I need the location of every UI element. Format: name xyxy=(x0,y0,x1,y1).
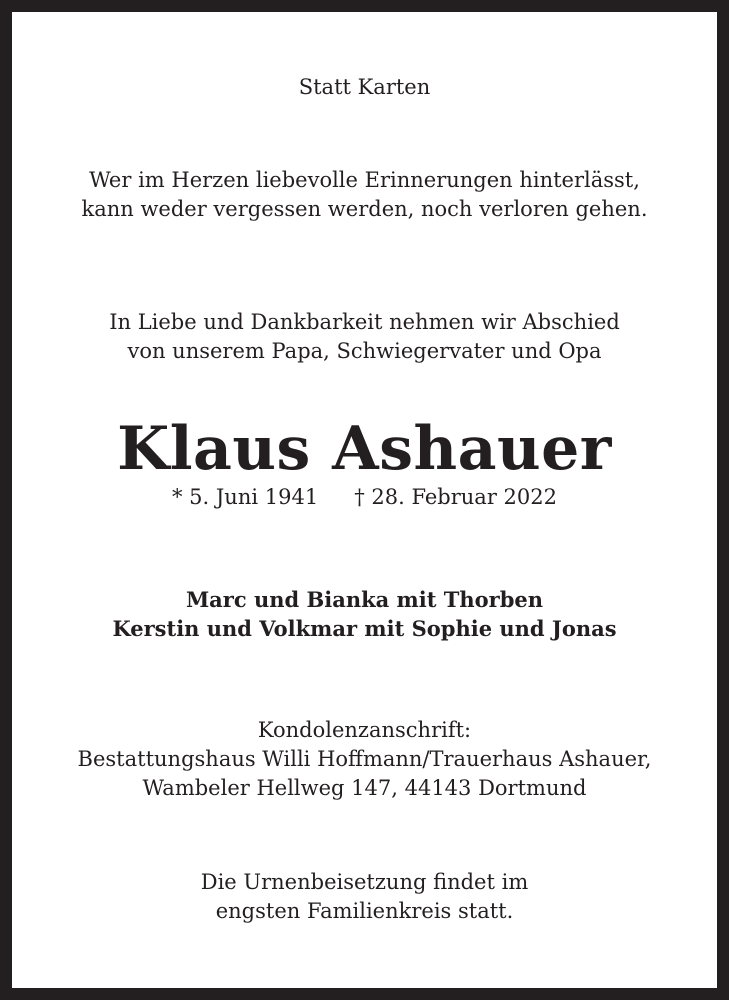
family xyxy=(12,585,717,643)
condolence-address xyxy=(12,716,717,803)
closing-line: Die Urnenbeisetzung findet im xyxy=(200,870,529,894)
quote xyxy=(12,166,717,224)
intro xyxy=(12,308,717,366)
closing xyxy=(12,868,717,926)
condolence-line: Kondolenzanschrift: xyxy=(257,718,472,742)
birth-date: * 5. Juni 1941 xyxy=(172,485,319,509)
condolence-line: Wambeler Hellweg 147, 44143 Dortmund xyxy=(142,776,587,800)
family-line: Marc und Bianka mit Thorben xyxy=(185,587,544,612)
family-line: Kerstin und Volkmar mit Sophie und Jonas xyxy=(112,616,617,641)
quote-line: kann weder vergessen werden, noch verloren gehen. xyxy=(81,197,648,221)
intro-line: von unserem Papa, Schwiegervater und Opa xyxy=(127,339,602,363)
header-text xyxy=(12,73,717,102)
deceased-name xyxy=(12,414,717,484)
header-line: Statt Karten xyxy=(298,75,431,99)
quote-line: Wer im Herzen liebevolle Erinnerungen hinterlässt, xyxy=(89,168,640,192)
closing-line: engsten Familienkreis statt. xyxy=(215,899,514,923)
death-date: † 28. Februar 2022 xyxy=(354,485,557,509)
condolence-line: Bestattungshaus Willi Hoffmann/Trauerhaus Ashauer, xyxy=(77,747,652,771)
name-text: Klaus Ashauer xyxy=(117,414,612,484)
dates xyxy=(12,483,717,512)
intro-line: In Liebe und Dankbarkeit nehmen wir Abschied xyxy=(109,310,620,334)
